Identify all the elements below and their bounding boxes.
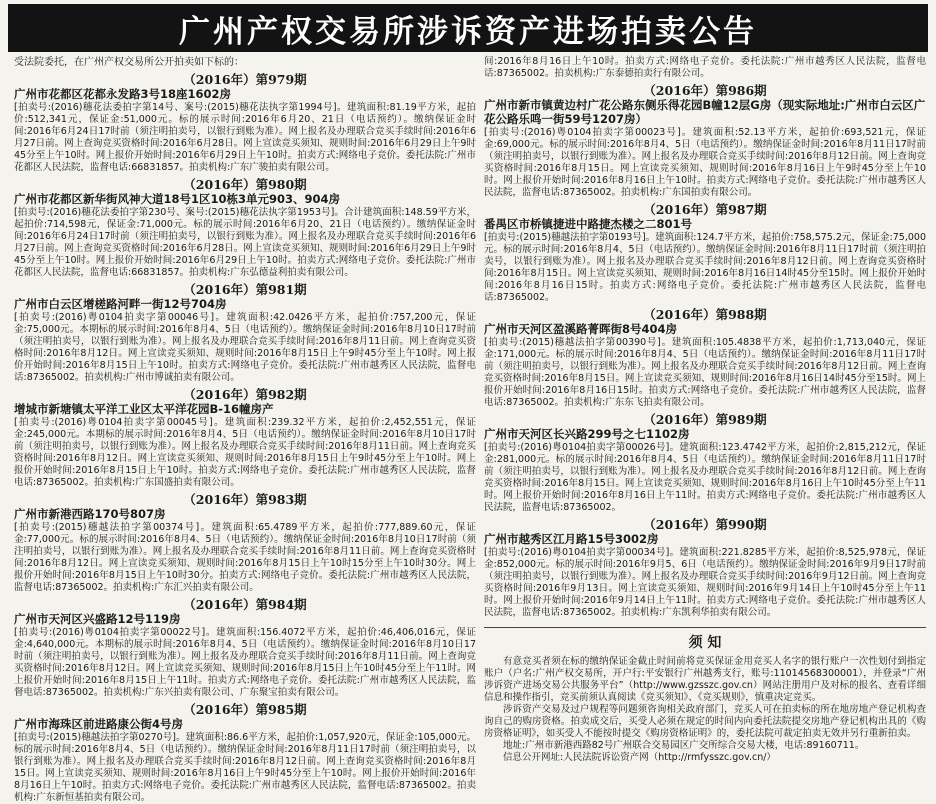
- lot-details: [拍卖号:(2015)穗越法拍字第00390号]。建筑面积:105.4838平方米，起拍价:1,713,040元，保证金:171,000元。标的展示时间:2016年8月4、5日（电话预约）。缴纳保证金时间:2016年8月11日17时前（须注明拍卖号，以银行到账为准）。网上报名及办理联合竞买手续时间:2016年8月12日前。网上查询竞买资格时间:2016年8月15日。网上宣读竞买须知、规则时间:2016年8月16日14时45分至15时。网上报价开始时间:2016年8月16日15时。拍卖方式:网络电子竞价。委托法院:广州市越秀区人民法院，监督电话:87365002。拍卖机构:广东东飞拍卖有限公司。: [484, 337, 926, 408]
- auction-lot: [484, 83, 926, 199]
- lot-details: [拍卖号:(2016)穗花法委拍字第230号、案号:(2015)穗花法执字第1953号]。合计建筑面积:148.59平方米，起拍价:714,598元，保证金:71,000元。标的展示时间:2016年6月20、21日（电话预约）。缴纳保证金时间:2016年6月24日17时前（须注明拍卖号，以银行到账为准）。网上报名及办理联合竞买手续时间:2016年6月27日前。网上查询竞买资格时间:2016年6月28日。网上宣读竞买须知、规则时间:2016年6月29日上午9时45分至上午10时。网上报价开始时间:2016年6月29日上午10时。拍卖方式:网络电子竞价。委托法院:广州市花都区人民法院，监督电话:66831857。拍卖机构:广东弘德益利拍卖有限公司。: [14, 207, 476, 278]
- right-column: [484, 56, 926, 763]
- lot-address-text: 广州市花都区新华街风神大道18号1区10栋3单元903、904房: [14, 192, 341, 206]
- auction-lot: [14, 597, 476, 699]
- auction-lot: [14, 72, 476, 174]
- auction-lot: [14, 387, 476, 489]
- announcement-banner: [8, 4, 928, 52]
- lot-address-text: 广州市天河区兴盛路12号119房: [14, 612, 181, 626]
- auction-lot: [484, 307, 926, 409]
- lot-details: [拍卖号:(2016)穗花法委拍字第14号、案号:(2015)穗花法执字第1994号]。建筑面积:81.19平方米，起拍价:512,341元，保证金:51,000元。标的展示时间:2016年6月20、21日（电话预约）。缴纳保证金时间:2016年6月24日17时前（须注明拍卖号，以银行到账为准）。网上报名及办理联合竞买手续时间:2016年6月27日前。网上查询竞买资格时间:2016年6月28日。网上宣读竞买须知、规则时间:2016年6月29日上午9时45分至上午10时。网上报价开始时间:2016年6月29日上午10时。拍卖方式:网络电子竞价。委托法院:广州市花都区人民法院，监督电话:66831857。拍卖机构:广东广骏拍卖有限公司。: [14, 102, 476, 173]
- lot-period-header: （2016年）第983期: [183, 492, 307, 507]
- lot-address: [14, 88, 476, 102]
- lot-details: [拍卖号:(2015)穗越法拍字第0270号]。建筑面积:86.6平方米，起拍价:1,057,920元，保证金:105,000元。标的展示时间:2016年8月4、5日（电话预约）。缴纳保证金时间:2016年8月11日17时前（须注明拍卖号，以银行到账为准）。网上报名及办理联合竞买手续时间:2016年8月12日前。网上查询竞买资格时间:2016年8月15日。网上宣读竞买须知、规则时间:2016年8月16日上午9时45分至上午10时。网上报价开始时间:2016年8月16日上午10时。拍卖方式:网络电子竞价。委托法院:广州市越秀区人民法院，监督电话:87365002。拍卖机构:广东新恒基拍卖有限公司。: [14, 732, 476, 803]
- auction-lot: [14, 177, 476, 279]
- notice-paragraph: 地址:广州市新港西路82号广州联合交易园区广交所综合交易大楼，电话:89160711。: [503, 740, 865, 751]
- lot-address-text: 增城市新塘镇太平洋工业区太平洋花园B-16幢房产: [14, 402, 274, 416]
- lot-period-header: （2016年）第985期: [183, 702, 307, 717]
- lot-details: [拍卖号:(2016)粤0104拍卖字第00023号]。建筑面积:52.13平方米，起拍价:693,521元，保证金:69,000元。标的展示时间:2016年8月4、5日（电话预约）。缴纳保证金时间:2016年8月11日17时前（须注明拍卖号，以银行到账为准）。网上报名及办理联合竞买手续时间:2016年8月12日前。网上查询竞买资格时间:2016年8月15日。网上宣读竞买须知、规则时间:2016年8月16日上午9时45分至上午10时。网上报价开始时间:2016年8月16日上午10时。拍卖方式:网络电子竞价。委托法院:广州市越秀区人民法院，监督电话:87365002。拍卖机构:广东国拍卖有限公司。: [484, 127, 926, 198]
- lot-address-text: 广州市花都区花都永发路3号18座1602房: [14, 87, 232, 101]
- lot-address: [484, 99, 926, 127]
- lot-address: [484, 428, 926, 442]
- auction-lot: [484, 517, 926, 619]
- lot-address: [484, 533, 926, 547]
- lot-period-header: （2016年）第989期: [643, 412, 767, 427]
- lot-details: [拍卖号:(2015)穗越法拍字第00374号]。建筑面积:65.4789平方米，起拍价:777,889.60元，保证金:77,000元。标的展示时间:2016年8月4、5日（电话预约）。缴纳保证金时间:2016年8月10日17时前（须注明拍卖号，以银行到账为准）。网上报名及办理联合竞买手续时间:2016年8月11日前。网上查询竞买资格时间:2016年8月12日。网上宣读竞买须知、规则时间:2016年8月15日上午10时15分至上午10时30分。网上报价开始时间:2016年8月15日上午10时30分。拍卖方式:网络电子竞价。委托法院:广州市越秀区人民法院，监督电话:87365002。拍卖机构:广东汇兴拍卖有限公司。: [14, 522, 476, 593]
- lot-period-header: （2016年）第990期: [643, 517, 767, 532]
- notice-paragraph: 涉诉资产交易及过户规程等问题须咨询相关政府部门，竞买人可在拍卖标的所在地房地产登记机构查询自己的购房资格。拍卖成交后，买受人必须在规定的时间内向委托法院提交房地产登记机构出具的《购房资格证明》，如买受人不能按时提交《购房资格证明》的，委托法院可裁定拍卖无效并另行重新拍卖。: [484, 704, 926, 739]
- auction-lot: [14, 492, 476, 594]
- lot-address-text: 广州市天河区长兴路299号之七1102房: [484, 427, 690, 441]
- lot-address: [14, 613, 476, 627]
- lot-address-text: 广州市越秀区江月路15号3002房: [484, 532, 659, 546]
- lot-period-header: （2016年）第981期: [183, 282, 307, 297]
- lot-period-header: （2016年）第986期: [643, 83, 767, 98]
- lot-details: [拍卖号:(2015)穗越法拍字第0193号]。建筑面积:124.7平方米，起拍价:758,575.2元，保证金:75,000元。标的展示时间:2016年8月4、5日（电话预约）。缴纳保证金时间:2016年8月11日17时前（须注明拍卖号，以银行到账为准）。网上报名及办理联合竞买手续时间:2016年8月12日前。网上查询竞买资格时间:2016年8月15日。网上宣读竞买须知、规则时间:2016年8月16日14时45分至15时。网上报价开始时间:2016年8月16日15时。拍卖方式:网络电子竞价。委托法院:广州市越秀区人民法院，监督电话:87365002。: [484, 232, 926, 303]
- lot-address-text: 番禺区市桥镇捷进中路捷杰楼之二801号: [484, 217, 693, 231]
- lot-address-text: 广州市新港西路170号807房: [14, 507, 166, 521]
- lot-details: [拍卖号:(2016)粤0104拍卖字第00045号]。建筑面积:239.32平方米，起拍价:2,452,551元，保证金:245,000元。本期标的展示时间:2016年8月4、5日（电话预约）。缴纳保证金时间:2016年8月10日17时前（须注明拍卖号，以银行到账为准）。网上报名及办理联合竞买手续时间:2016年8月11日前。网上查询竞买资格时间:2016年8月12日。网上宣读竞买须知、规则时间:2016年8月15日上午9时45分至上午10时。网上报价开始时间:2016年8月15日上午10时。拍卖方式:网络电子竞价。委托法院:广州市越秀区人民法院，监督电话:87365002。拍卖机构:广东国盛拍卖有限公司。: [14, 417, 476, 488]
- lot-period-header: （2016年）第987期: [643, 202, 767, 217]
- lot-period-header: （2016年）第979期: [183, 72, 307, 87]
- banner-title: 广州产权交易所涉诉资产进场拍卖公告: [179, 13, 757, 50]
- lot-address-text: 广州市新市镇黄边村广花公路东侧乐得花园B幢12层G房（现实际地址:广州市白云区广花公路乐鸣一街59号1207房）: [484, 98, 926, 126]
- lot-details: [拍卖号:(2016)粤0104拍卖字第00022号]。建筑面积:156.4072平方米，起拍价:46,406,016元，保证金:4,640,000元。本期标的展示时间:2016年8月4、5日（电话预约）。缴纳保证金时间:2016年8月10日17时前（须注明拍卖号，以银行到账为准）。网上报名及办理联合竞买手续时间:2016年8月11日前。网上查询竞买资格时间:2016年8月12日。网上宣读竞买须知、规则时间:2016年8月15日上午10时45分至上午11时。网上报价开始时间:2016年8月15日上午11时。拍卖方式:网络电子竞价。委托法院:广州市越秀区人民法院，监督电话:87365002。拍卖机构:广东兴拍卖有限公司、广东聚宝拍卖有限公司。: [14, 627, 476, 698]
- intro-text: 受法院委托，在广州产权交易所公开拍卖如下标的：: [14, 57, 244, 68]
- notice-paragraph: 信息公开网址:人民法院诉讼资产网（http://rmfysszc.gov.cn/）: [503, 752, 776, 763]
- left-column: [14, 56, 476, 803]
- lot-address-text: 广州市海珠区前进路康公街4号房: [14, 717, 183, 731]
- lot-period-header: （2016年）第984期: [183, 597, 307, 612]
- auction-lot: [484, 202, 926, 304]
- lot-details: [拍卖号:(2016)粤0104拍卖字第00034号]。建筑面积:221.8285平方米，起拍价:8,525,978元，保证金:852,000元。标的展示时间:2016年9月5、6日（电话预约）。缴纳保证金时间:2016年9月9日17时前（须注明拍卖号，以银行到账为准）。网上报名及办理联合竞买手续时间:2016年9月12日前。网上查询竞买资格时间:2016年9月13日。网上宣读竞买须知、规则时间:2016年9月14日上午10时45分至上午11时。网上报价开始时间:2016年9月14日上午11时。拍卖方式:网络电子竞价。委托法院:广州市越秀区人民法院，监督电话:87365002。拍卖机构:广东凯利华拍卖有限公司。: [484, 547, 926, 618]
- lot-address: [14, 193, 476, 207]
- continued-text: 间:2016年8月16日上午10时。拍卖方式:网络电子竞价。委托法院:广州市越秀区人民法院，监督电话:87365002。拍卖机构:广东泰德拍卖行有限公司。: [484, 56, 926, 79]
- lot-address: [484, 323, 926, 337]
- lot-address: [484, 218, 926, 232]
- notice-section: [484, 627, 926, 764]
- lot-address: [14, 298, 476, 312]
- lot-address: [14, 403, 476, 417]
- lot-address: [14, 508, 476, 522]
- lot-period-header: （2016年）第988期: [643, 307, 767, 322]
- lot-period-header: （2016年）第982期: [183, 387, 307, 402]
- notice-paragraph: 有意竞买者须在标的缴纳保证金截止时间前将竞买保证金用竞买人名字的银行账户一次性划付到指定账户（户名:广州产权交易所，开户行:平安银行广州越秀支行，账号:11014568300001），并登录“广州涉诉资产进场交易公共服务平台”（http://www.gzsszc.gov.cn）网站注册用户及对标的报名、查看详细信息和操作指引，竞买前须认真阅读《竞买须知》、《竞买规则》，慎重决定竞买。: [484, 656, 926, 703]
- notice-heading: 须 知: [688, 635, 722, 651]
- lot-address-text: 广州市天河区盈溪路菁晖街8号404房: [484, 322, 678, 336]
- auction-lot: [14, 702, 476, 804]
- lot-period-header: （2016年）第980期: [183, 177, 307, 192]
- lot-details: [拍卖号:(2016)粤0104拍卖字第00046号]。建筑面积:42.0426平方米，起拍价:757,200元，保证金:75,000元。本期标的展示时间:2016年8月4、5日（电话预约）。缴纳保证金时间:2016年8月10日17时前（须注明拍卖号，以银行到账为准）。网上报名及办理联合竞买手续时间:2016年8月11日前。网上查询竞买资格时间:2016年8月12日。网上宣读竞买须知、规则时间:2016年8月15日上午9时45分至上午10时。网上报价开始时间:2016年8月15日上午10时。拍卖方式:网络电子竞价。委托法院:广州市越秀区人民法院，监督电话:87365002。拍卖机构:广州市博诚拍卖有限公司。: [14, 312, 476, 383]
- auction-lot: [484, 412, 926, 514]
- auction-lot: [14, 282, 476, 384]
- lot-details: [拍卖号:(2016)粤0104拍卖字第00026号]。建筑面积:123.4742平方米，起拍价:2,815,212元，保证金:281,000元。标的展示时间:2016年8月4、5日（电话预约）。缴纳保证金时间:2016年8月11日17时前（须注明拍卖号，以银行到账为准）。网上报名及办理联合竞买手续时间:2016年8月12日前。网上查询竞买资格时间:2016年8月15日。网上宣读竞买须知、规则时间:2016年8月16日上午10时45分至上午11时。网上报价开始时间:2016年8月16日上午11时。拍卖方式:网络电子竞价。委托法院:广州市越秀区人民法院，监督电话:87365002。: [484, 442, 926, 513]
- lot-address: [14, 718, 476, 732]
- lot-address-text: 广州市白云区增槎路河畔一街12号704房: [14, 297, 227, 311]
